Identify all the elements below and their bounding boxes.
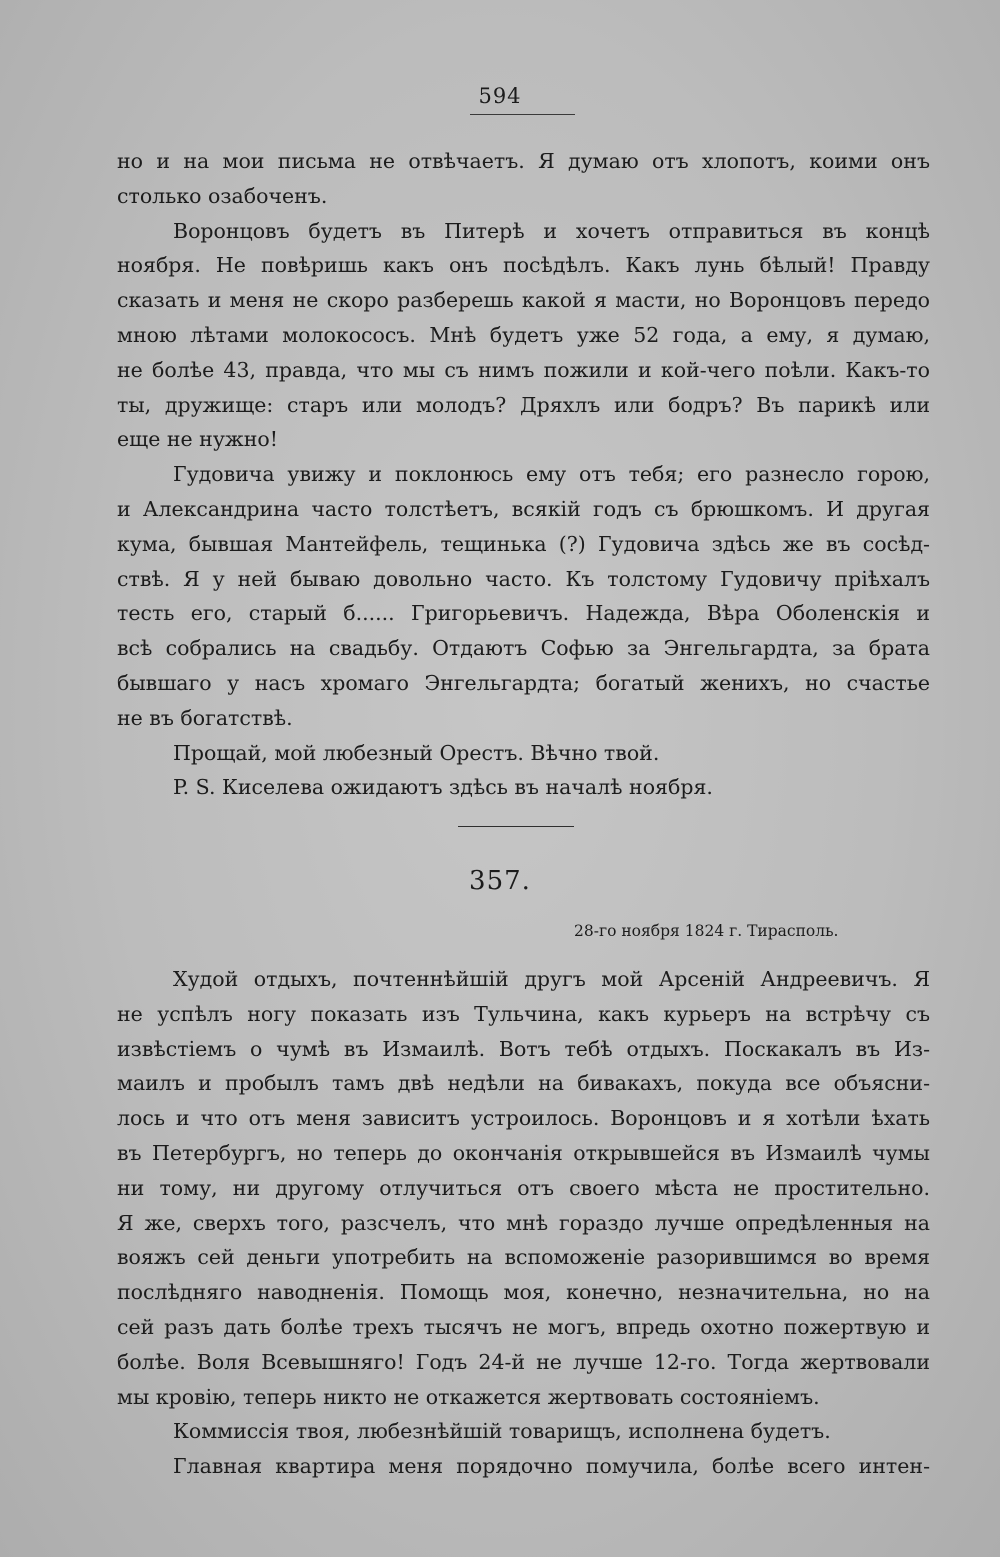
text-line: ни тому, ни другому отлучиться отъ своего мѣста не простительно. (117, 1175, 930, 1200)
text-line: не успѣлъ ногу показать изъ Тульчина, какъ курьеръ на встрѣчу съ (117, 1001, 930, 1026)
text-line: сей разъ дать болѣе трехъ тысячъ не могъ, впредь охотно пожертвую и (117, 1314, 930, 1339)
text-line: всѣ собрались на свадьбу. Отдаютъ Софью за Энгельгардта, за брата (117, 636, 930, 661)
text-line: бывшаго у насъ хромаго Энгельгардта; богатый женихъ, но счастье (117, 670, 930, 695)
text-line: ты, дружище: старъ или молодъ? Дряхлъ или бодръ? Въ парикѣ или (117, 392, 930, 417)
text-line: послѣдняго наводненія. Помощь моя, конечно, незначительна, но на (117, 1280, 930, 1305)
text-line: Худой отдыхъ, почтеннѣйшій другъ мой Арсеній Андреевичъ. Я (173, 967, 930, 991)
text-line: Воронцовъ будетъ въ Питерѣ и хочетъ отправиться въ концѣ (173, 218, 930, 243)
text-line: мы кровію, теперь никто не откажется жертвовать состояніемъ. (117, 1384, 820, 1409)
letter-357-body (117, 962, 930, 1484)
text-line: сказать и меня не скоро разберешь какой я масти, но Воронцовъ передо (117, 288, 930, 313)
text-line: вояжъ сей деньги употребить на вспоможеніе разорившимся во время (117, 1245, 930, 1270)
text-line: тесть его, старый б...... Григорьевичъ. Надежда, Вѣра Оболенскія и (117, 601, 930, 626)
text-line: мною лѣтами молокососъ. Мнѣ будетъ уже 52 года, а ему, я думаю, (117, 322, 930, 347)
text-line: не въ богатствѣ. (117, 705, 293, 730)
text-line: болѣе. Воля Всевышняго! Годъ 24-й не лучше 12-го. Тогда жертвовали (117, 1349, 930, 1374)
text-line: Я же, сверхъ того, разсчелъ, что мнѣ гораздо лучше опредѣленныя на (117, 1210, 930, 1235)
text-line: Прощай, мой любезный Орестъ. Вѣчно твой. (173, 740, 660, 765)
text-line: но и на мои письма не отвѣчаетъ. Я думаю отъ хлопотъ, коими онъ (117, 149, 930, 173)
text-line: Коммиссія твоя, любезнѣйшій товарищъ, исполнена будетъ. (173, 1419, 831, 1444)
page-number-rule (470, 114, 575, 115)
text-line: въ Петербургъ, но теперь до окончанія открывшейся въ Измаилѣ чумы (117, 1140, 930, 1165)
text-line: Главная квартира меня порядочно помучила, болѣе всего интен- (173, 1454, 930, 1479)
text-line: ствѣ. Я у ней бываю довольно часто. Къ толстому Гудовичу пріѣхалъ (117, 566, 930, 591)
section-divider (458, 826, 574, 827)
text-line: не болѣе 43, правда, что мы съ нимъ пожили и кой-чего поѣли. Какъ-то (117, 357, 930, 382)
text-line: извѣстіемъ о чумѣ въ Измаилѣ. Вотъ тебѣ отдыхъ. Поскакалъ въ Из- (117, 1036, 930, 1061)
text-line: еще не нужно! (117, 427, 278, 452)
text-line: и Александрина часто толстѣетъ, всякій годъ съ брюшкомъ. И другая (117, 496, 930, 521)
text-line: кума, бывшая Мантейфель, тещинька (?) Гудовича здѣсь же въ сосѣд- (117, 531, 930, 556)
text-line: Гудовича увижу и поклонюсь ему отъ тебя; его разнесло горою, (173, 462, 930, 487)
page-number: 594 (478, 84, 522, 108)
text-line: маилъ и пробылъ тамъ двѣ недѣли на бивакахъ, покуда все объясни- (117, 1071, 930, 1096)
letter-356-continuation (117, 144, 930, 805)
text-line: столько озабоченъ. (117, 183, 328, 208)
postscript-line: P. S. Киселева ожидаютъ здѣсь въ началѣ ноября. (173, 775, 713, 800)
text-line: лось и что отъ меня зависитъ устроилось. Воронцовъ и я хотѣли ѣхать (117, 1106, 930, 1131)
letter-date: 28-го ноября 1824 г. Тирасполь. (574, 922, 839, 940)
text-line: ноября. Не повѣришь какъ онъ посѣдѣлъ. Какъ лунь бѣлый! Правду (117, 253, 930, 278)
letter-number: 357. (469, 866, 531, 896)
